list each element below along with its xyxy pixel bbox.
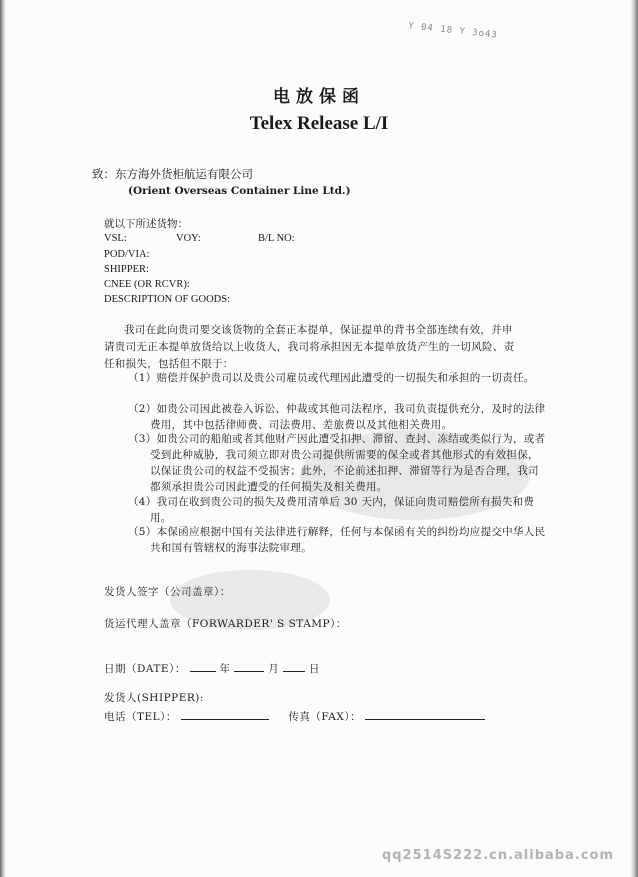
document-title-cn: 电放保函	[273, 87, 365, 107]
clause-1: （1）赔偿并保护贵司以及贵公司雇员或代理因此遭受的一切损失和承担的一切责任。	[128, 372, 535, 384]
bl-no-field: B/L NO:	[258, 233, 295, 244]
clause-4: （4）我司在收到贵公司的损失及费用清单后 30 天内，保证向贵司赔偿所有损失和费用。	[128, 496, 535, 524]
description-field: DESCRIPTION OF GOODS:	[104, 294, 231, 305]
cnee-field: CNEE (OR RCVR):	[104, 279, 190, 290]
clause-3: （3）如贵公司的船舶或者其他财产因此遭受扣押、滞留、查封、冻结或类似行为，或者受到此种威胁，我司须立即对贵公司提供所需要的保全或者其他形式的有效担保，以保证贵公司的权益不受损害；此外，不论前述扣押、滞留等行为是否合理，我司都须承担贵公司因此遭受的任何损失及相关费用。	[128, 433, 546, 493]
month-blank[interactable]	[234, 660, 264, 672]
day-label: 日	[308, 663, 320, 675]
date-label: 日期（DATE）：	[104, 663, 186, 675]
vsl-field: VSL:	[104, 233, 127, 244]
handwritten-number: Y 04 18 Y 3o43	[407, 21, 499, 41]
year-label: 年	[219, 663, 231, 675]
addressee-en: (Orient Overseas Container Line Ltd.)	[128, 185, 351, 197]
fax-blank[interactable]	[365, 708, 485, 720]
forwarder-stamp-label: 货运代理人盖章（FORWARDER' S STAMP）：	[104, 618, 347, 630]
tel-label: 电话（TEL）：	[104, 711, 177, 723]
goods-section-label: 就以下所述货物：	[104, 218, 188, 230]
shipper-signature-label: 发货人签字（公司盖章）：	[104, 586, 231, 598]
fax-label: 传真（FAX）：	[288, 711, 362, 723]
month-label: 月	[268, 663, 280, 675]
guarantee-paragraph: 我司在此向贵司要交该货物的全套正本提单，保证提单的背书全部连续有效，并申请贵司无正本提单放货给以上收货人，我司将承担因无本提单放货产生的一切风险、责任和损失，包括但不限于：	[104, 324, 515, 370]
watermark: qq2514Ѕ222.cn.alibaba.com	[381, 848, 614, 863]
pod-via-field: POD/VIA:	[104, 249, 150, 260]
shipper-field: SHIPPER:	[104, 264, 149, 275]
clause-5: （5）本保函应根据中国有关法律进行解释，任何与本保函有关的纠纷均应提交中华人民共和国有管辖权的海事法院审理。	[128, 526, 546, 554]
document-title-en: Telex Release L/I	[249, 113, 389, 134]
tel-blank[interactable]	[181, 708, 269, 720]
shipper-label: 发货人(SHIPPER):	[104, 692, 204, 704]
addressee-cn: 致：东方海外货柜航运有限公司	[92, 167, 253, 181]
date-line	[104, 660, 320, 676]
day-blank[interactable]	[283, 660, 305, 672]
contact-line	[104, 708, 485, 724]
clause-2: （2）如贵公司因此被卷入诉讼、仲裁或其他司法程序，我司负责提供充分，及时的法律费用，其中包括律师费、司法费用、差旅费以及其他相关费用。	[128, 403, 546, 431]
voy-field: VOY:	[176, 233, 201, 244]
year-blank[interactable]	[190, 660, 216, 672]
